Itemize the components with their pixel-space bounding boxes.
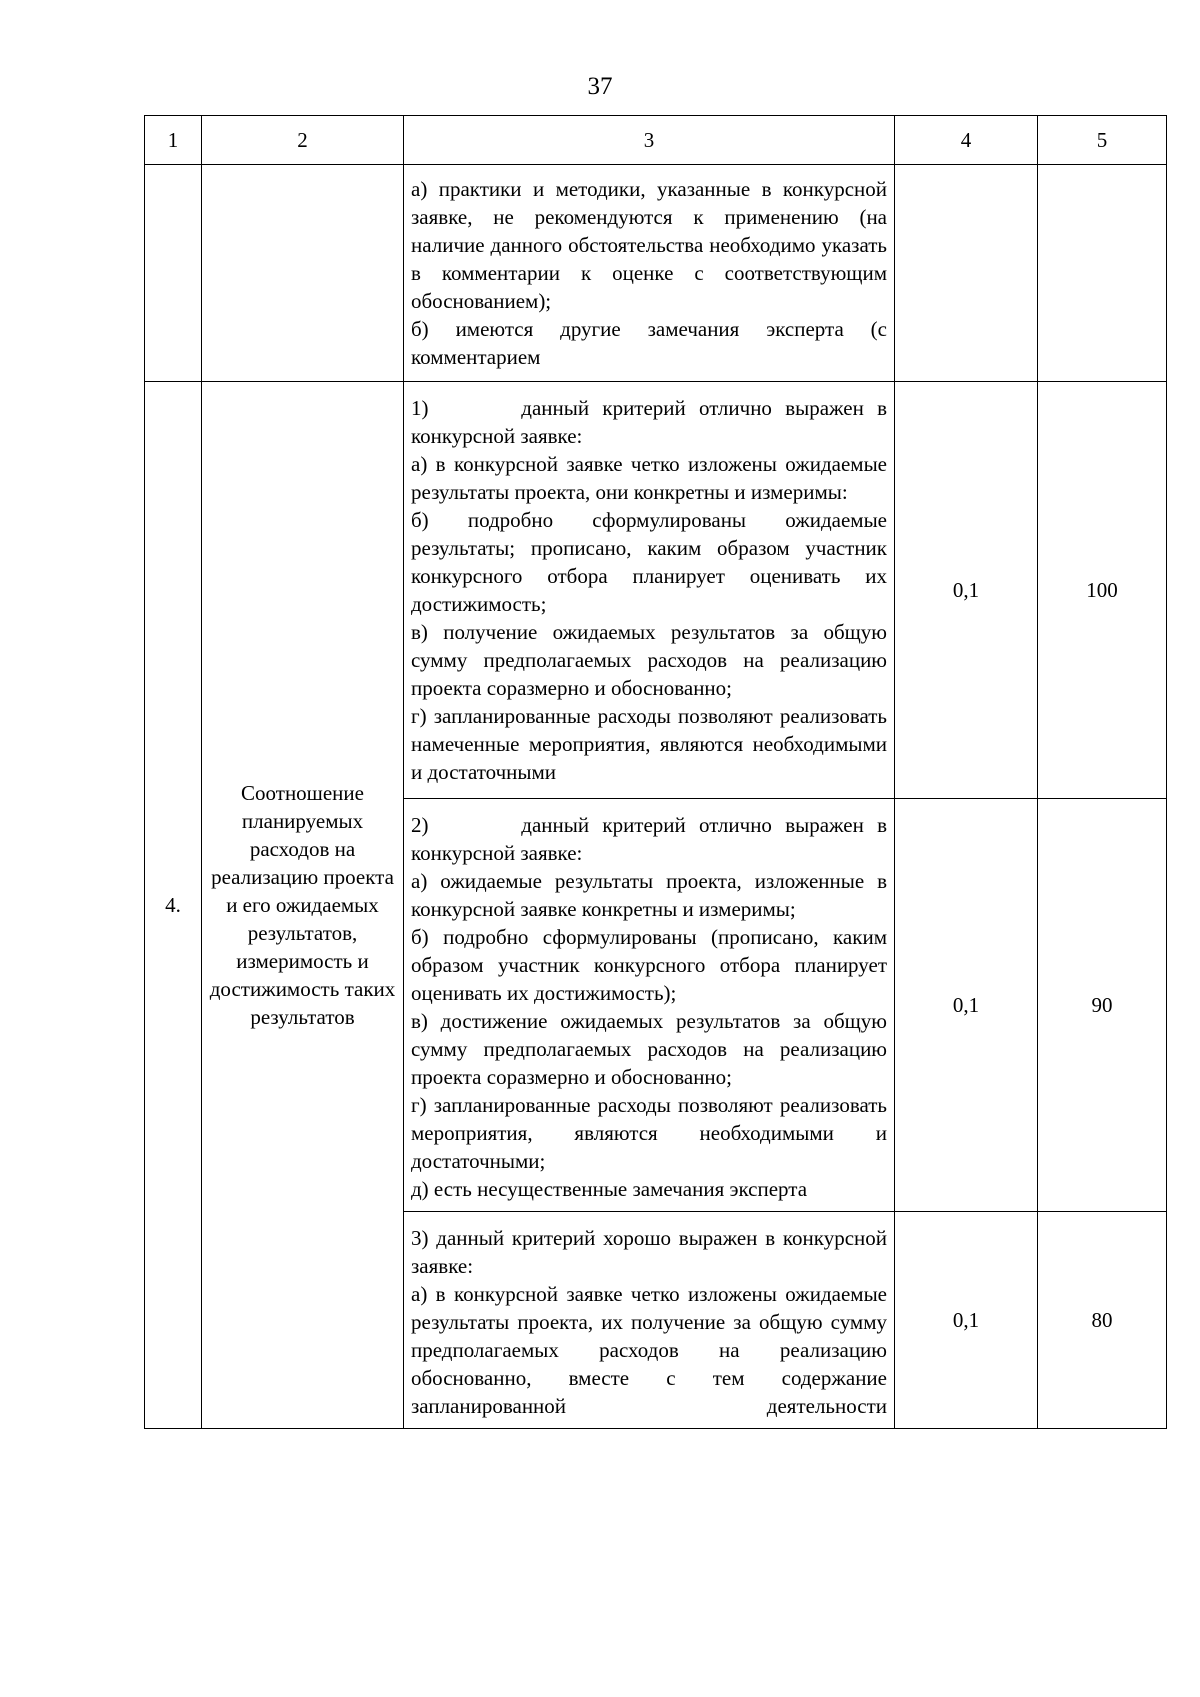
option-points: 80 (1038, 1212, 1167, 1429)
header-col-5: 5 (1038, 116, 1167, 165)
continuation-weight (895, 165, 1038, 382)
criterion-name: Соотношение планируемых расходов на реализацию проекта и его ожидаемых результатов, измеримость и достижимость таких результатов (202, 382, 404, 1429)
continuation-points (1038, 165, 1167, 382)
header-row (145, 116, 1167, 165)
continuation-line: б) имеются другие замечания эксперта (с комментарием (411, 317, 887, 369)
option-line: а) ожидаемые результаты проекта, изложенные в конкурсной заявке конкретны и измеримы; (411, 869, 887, 921)
option-line: б) подробно сформулированы (прописано, каким образом участник конкурсного отбора планирует оценивать их достижимость); (411, 925, 887, 1005)
criterion-number: 4. (145, 382, 202, 1429)
header-col-2: 2 (202, 116, 404, 165)
option-line: а) в конкурсной заявке четко изложены ожидаемые результаты проекта, их получение за общую сумму предполагаемых расходов на реализацию обоснованно, вместе с тем содержание запланированной деятельности (411, 1282, 887, 1418)
option-line: 3) данный критерий хорошо выражен в конкурсной заявке: (411, 1226, 887, 1278)
option-weight: 0,1 (895, 382, 1038, 799)
option-line: 2) данный критерий отлично выражен в конкурсной заявке: (411, 813, 887, 865)
option-line: д) есть несущественные замечания эксперта (411, 1177, 808, 1201)
option-line: 1) данный критерий отлично выражен в конкурсной заявке: (411, 396, 887, 448)
option-points: 100 (1038, 382, 1167, 799)
option-description (404, 382, 895, 799)
option-line: а) в конкурсной заявке четко изложены ожидаемые результаты проекта, они конкретны и измеримы: (411, 452, 887, 504)
option-points: 90 (1038, 799, 1167, 1212)
option-weight: 0,1 (895, 799, 1038, 1212)
criterion-row (145, 382, 1167, 799)
header-col-1: 1 (145, 116, 202, 165)
continuation-description (404, 165, 895, 382)
option-line: г) запланированные расходы позволяют реализовать мероприятия, являются необходимыми и достаточными; (411, 1093, 887, 1173)
criteria-table (144, 115, 1167, 1429)
option-line: в) достижение ожидаемых результатов за общую сумму предполагаемых расходов на реализацию проекта соразмерно и обоснованно; (411, 1009, 887, 1089)
continuation-number (145, 165, 202, 382)
option-description (404, 1212, 895, 1429)
header-col-3: 3 (404, 116, 895, 165)
option-line: б) подробно сформулированы ожидаемые результаты; прописано, каким образом участник конкурсного отбора планирует оценивать их достижимость; (411, 508, 887, 616)
continuation-row (145, 165, 1167, 382)
option-line: г) запланированные расходы позволяют реализовать намеченные мероприятия, являются необходимыми и достаточными (411, 704, 887, 784)
header-col-4: 4 (895, 116, 1038, 165)
option-line: в) получение ожидаемых результатов за общую сумму предполагаемых расходов на реализацию проекта соразмерно и обоснованно; (411, 620, 887, 700)
option-weight: 0,1 (895, 1212, 1038, 1429)
option-description (404, 799, 895, 1212)
page-number: 37 (587, 73, 613, 100)
continuation-name (202, 165, 404, 382)
continuation-line: а) практики и методики, указанные в конкурсной заявке, не рекомендуются к применению (на наличие данного обстоятельства необходимо указать в комментарии к оценке с соответствующим обоснованием); (411, 177, 887, 313)
